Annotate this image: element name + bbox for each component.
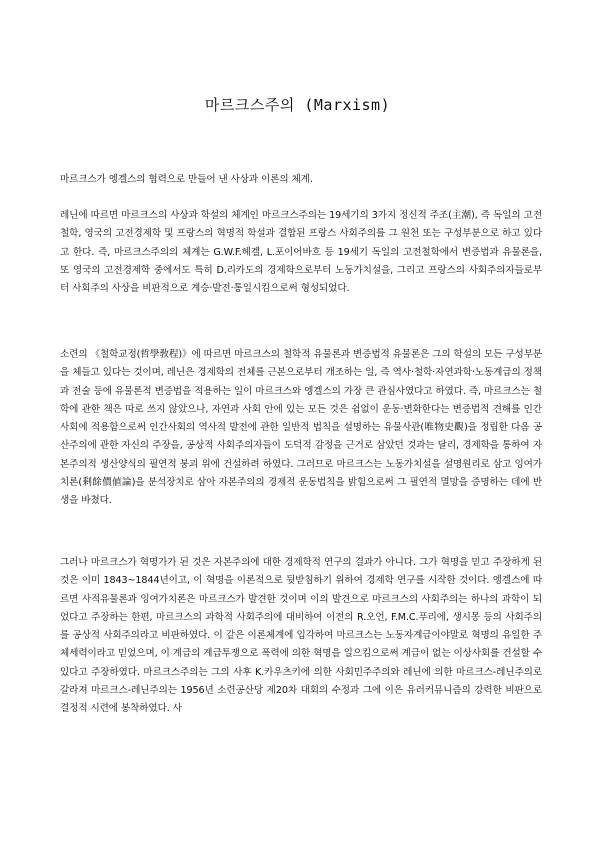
philosophy-paragraph [60, 346, 542, 511]
paragraph-text: 마르크스가 엥겔스의 협력으로 만들어 낸 사상과 이론의 체계. [60, 174, 313, 185]
paragraph-text: 그러나 마르크스가 혁명가가 된 것은 자본주의에 대한 경제학적 연구의 결과가 아니다. 그가 혁명을 믿고 주장하게 된 것은 이미 1843~1844년이고, 이 혁명을 이론적으로 뒷받침하기 위하여 경제학 연구를 시작한 것이다. 엥겔스에 따르면 사적유물론과 잉여가치론은 마르크스가 발견한 것이며 이의 발견으로 마르크스의 사회주의는 하나의 과학이 되었다고 주장하는 한편, 마르크스의 과학적 사회주의에 대비하여 이전의 R.오언, F.M.C.푸리에, 생시몽 등의 사회주의를 공상적 사회주의라고 비판하였다. 이 같은 이론체계에 입각하여 마르크스는 노동자계급이야말로 혁명의 유일한 주체세력이라고 믿었으며, 이 계급의 계급투쟁으로 폭력에 의한 혁명을 일으킴으로써 계급이 없는 이상사회를 건설할 수 있다고 주장하였다. 마르크스주의는 그의 사후 K.카우츠키에 의한 사회민주주의와 레닌에 의한 마르크스-레닌주의로 갈라져 마르크스-레닌주의는 1956년 소련공산당 제20차 대회의 수정과 그에 이은 유러커뮤니즘의 강력한 비판으로 결정적 시련에 봉착하였다. 사 [60, 557, 542, 715]
definition-paragraph [60, 171, 542, 189]
paragraph-text: 소련의 《철학교정(哲學敎程)》에 따르면 마르크스의 철학적 유물론과 변증법적 유물론은 그의 학설의 모든 구성부분을 체들고 있다는 것이며, 레닌은 경제학의 전체를 근본으로부터 개조하는 일, 즉 역사·철학·자연과학·노동계급의 정책과 전술 등에 유물론적 변증법을 적용하는 일이 마르크스와 엥겔스의 가장 큰 관심사였다고 하였다. 즉, 마르크스는 철학에 관한 책은 따로 쓰지 않았으나, 자연과 사회 안에 있는 모든 것은 쉼없이 운동·변화한다는 변증법적 견해를 인간사회에 적용함으로써 인간사회의 역사적 발전에 관한 일반적 법칙을 설명하는 유물사관(唯物史觀)을 정립한 다음 공산주의에 관한 자신의 주장을, 공상적 사회주의자들이 도덕적 감정을 근거로 삼았던 것과는 달리, 경제학을 통하여 자본주의적 생산양식의 필연적 붕괴 위에 건설하려 하였다. 그러므로 마르크스는 노동가치설을 설명원리로 삼고 잉여가치론(剩餘價値論)을 분석장치로 삼아 자본주의의 경제적 운동법칙을 밝힘으로써 그 필연적 멸망을 증명하는 데에 반생을 바쳤다. [60, 349, 542, 507]
revolution-paragraph [60, 554, 542, 719]
origins-paragraph [60, 207, 542, 298]
paragraph-text: 레닌에 따르면 마르크스의 사상과 학설의 체계인 마르크스주의는 19세기의 3가지 정신적 주조(主潮), 즉 독일의 고전철학, 영국의 고전경제학 및 프랑스의 혁명적 학설과 결합된 프랑스 사회주의를 그 원천 또는 구성부분으로 하고 있다고 한다. 즉, 마르크스주의의 체계는 G.W.F.헤겔, L.포이어바흐 등 19세기 독일의 고전철학에서 변증법과 유물론을, 또 영국의 고전경제학 중에서도 특히 D.리카도의 경제학으로부터 노동가치설을, 그리고 프랑스의 사회주의자들로부터 사회주의 사상을 비판적으로 계승·발전·통일시킴으로써 형성되었다. [60, 210, 542, 295]
document-title: 마르크스주의 (Marxism) [204, 96, 391, 114]
